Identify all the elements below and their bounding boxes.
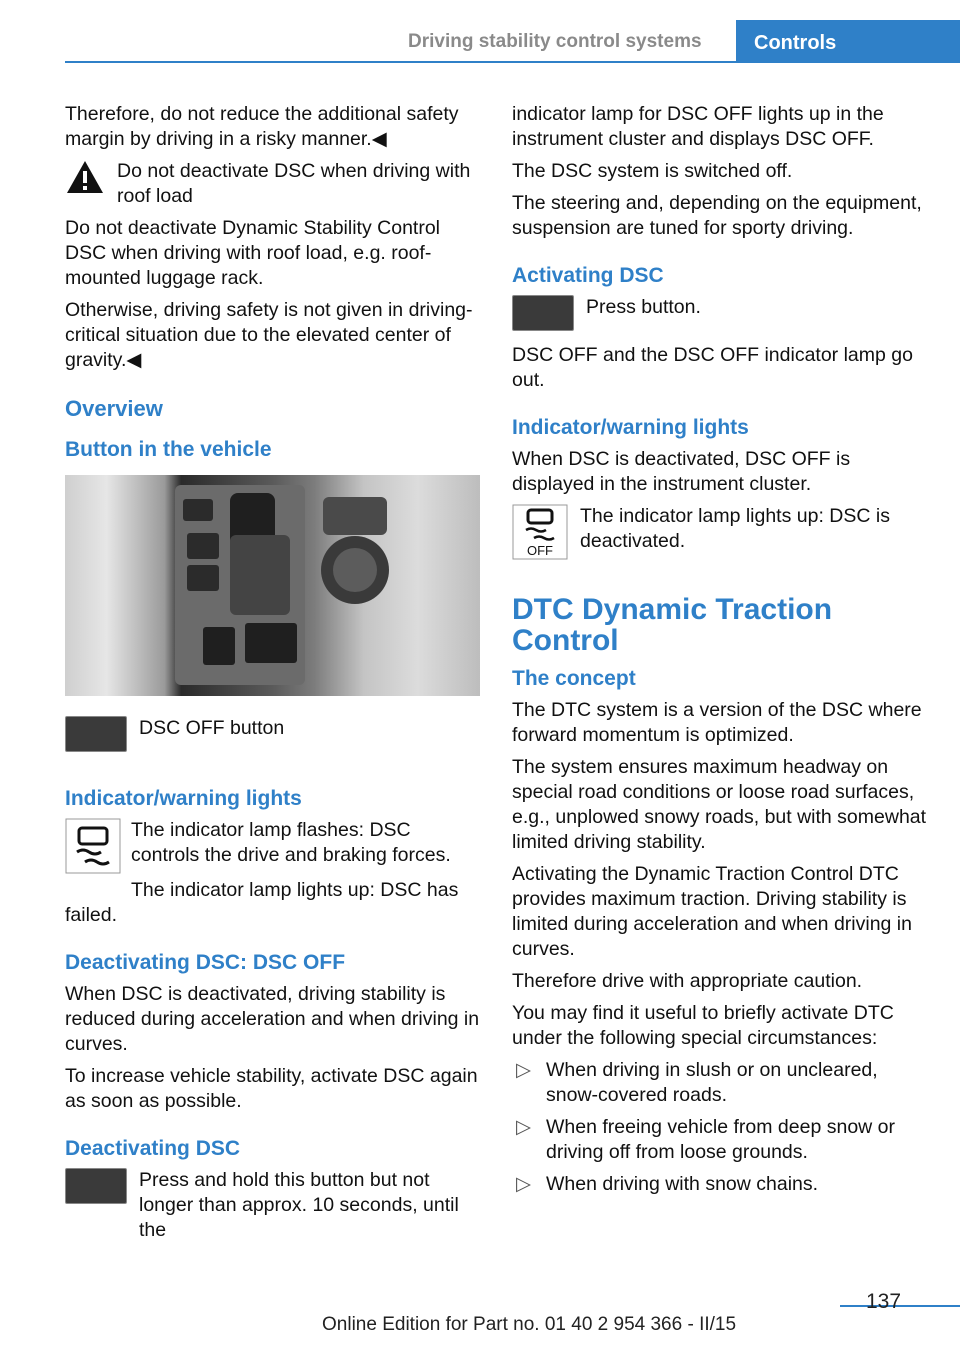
header-divider: [65, 61, 960, 63]
when-deactivated-text: When DSC is deactivated, DSC OFF is displayed in the instrument cluster.: [512, 448, 851, 495]
concept-text-2: The system ensures maximum headway on special road conditions or loose road surfaces, e.g., unplowed snowy roads, but with somewhat limited driving stability.: [512, 756, 927, 853]
right-column: [512, 102, 930, 1204]
bullet-triangle-icon: ▷: [516, 1173, 531, 1195]
concept-heading: The concept: [512, 667, 636, 690]
list-item: [512, 1058, 930, 1108]
activating-row: [512, 295, 930, 343]
dsc-off-indicator-icon: [512, 504, 568, 560]
bullet-text-2: When freeing vehicle from deep snow or driving off from loose grounds.: [546, 1116, 896, 1163]
warning-block: [65, 159, 480, 209]
bullet-triangle-icon: ▷: [516, 1059, 531, 1081]
intro-text: Therefore, do not reduce the additional safety margin by driving in a risky manner.◀: [65, 103, 459, 150]
concept-text-5: You may find it useful to briefly activate DTC under the following special circumstances:: [512, 1002, 894, 1049]
dsc-off-button-icon: [65, 716, 127, 752]
deactivating-subheading: Deactivating DSC: [65, 1137, 241, 1160]
bullet-text-1: When driving in slush or on uncleared, snow-covered roads.: [546, 1059, 878, 1106]
overview-heading: Overview: [65, 396, 163, 421]
dsc-off-button-row: [65, 716, 480, 764]
warning-text-1: Do not deactivate Dynamic Stability Control DSC when driving with roof load, e.g. roof-mounted luggage rack.: [65, 217, 441, 289]
warning-text-2: Otherwise, driving safety is not given in driving-critical situation due to the elevated center of gravity.◀: [65, 299, 473, 371]
console-illustration: [65, 475, 480, 696]
dsc-off-button-icon-small: [65, 1168, 127, 1204]
switched-off-text: The DSC system is switched off.: [512, 160, 793, 182]
edition-footer: Online Edition for Part no. 01 40 2 954 366 - II/15: [322, 1314, 737, 1335]
bullet-text-3: When driving with snow chains.: [546, 1173, 819, 1195]
concept-text-4: Therefore drive with appropriate caution.: [512, 970, 863, 992]
lamp-lights-row: [512, 504, 930, 564]
off-label: OFF: [527, 543, 553, 558]
dsc-off-button-label: DSC OFF button: [139, 717, 285, 739]
indicator-flash-row: [65, 818, 480, 878]
activating-heading: Activating DSC: [512, 264, 664, 287]
press-hold-text: Press and hold this button but not longer than approx. 10 seconds, until the: [139, 1169, 459, 1241]
button-in-vehicle-heading: Button in the vehicle: [65, 438, 272, 461]
header-tab-controls[interactable]: Controls: [736, 20, 960, 63]
lamp-lights-text: The indicator lamp lights up: DSC is deactivated.: [580, 505, 890, 552]
bullet-triangle-icon: ▷: [516, 1116, 531, 1138]
dsc-off-button-icon-activate: [512, 295, 574, 331]
page-header: [0, 0, 960, 62]
go-out-text: DSC OFF and the DSC OFF indicator lamp go out.: [512, 344, 913, 391]
indicator-flash-text: The indicator lamp flashes: DSC controls the drive and braking forces.: [131, 819, 451, 866]
deactivating-text-2: To increase vehicle stability, activate DSC again as soon as possible.: [65, 1065, 478, 1112]
center-console-photo: [65, 475, 480, 696]
concept-text-3: Activating the Dynamic Traction Control DTC provides maximum traction. Driving stability is limited during acceleration and when driving in curves.: [512, 863, 912, 960]
indicator-heading-left: Indicator/warning lights: [65, 787, 302, 810]
left-column: [65, 102, 480, 1250]
indicator-failed-text: The indicator lamp lights up: DSC has failed.: [65, 879, 459, 926]
indicator-heading-right: Indicator/warning lights: [512, 416, 749, 439]
steering-text: The steering and, depending on the equipment, suspension are tuned for sporty driving.: [512, 192, 922, 239]
concept-text-1: The DTC system is a version of the DSC where forward momentum is optimized.: [512, 699, 922, 746]
press-button-text: Press button.: [586, 296, 701, 318]
list-item: [512, 1115, 930, 1165]
page-number: 137: [866, 1290, 902, 1313]
press-hold-row: [65, 1168, 480, 1243]
continuation-text: indicator lamp for DSC OFF lights up in the instrument cluster and displays DSC OFF.: [512, 103, 884, 150]
dtc-heading: DTC Dynamic Traction Control: [512, 593, 833, 657]
warning-triangle-icon: [65, 159, 105, 195]
header-section-title: Driving stability control systems: [408, 31, 702, 52]
dsc-indicator-icon: [65, 818, 121, 874]
deactivating-heading: Deactivating DSC: DSC OFF: [65, 951, 346, 974]
deactivating-text-1: When DSC is deactivated, driving stability is reduced during acceleration and when driving in curves.: [65, 983, 480, 1055]
list-item: [512, 1172, 930, 1197]
warning-title: Do not deactivate DSC when driving with roof load: [117, 160, 471, 207]
